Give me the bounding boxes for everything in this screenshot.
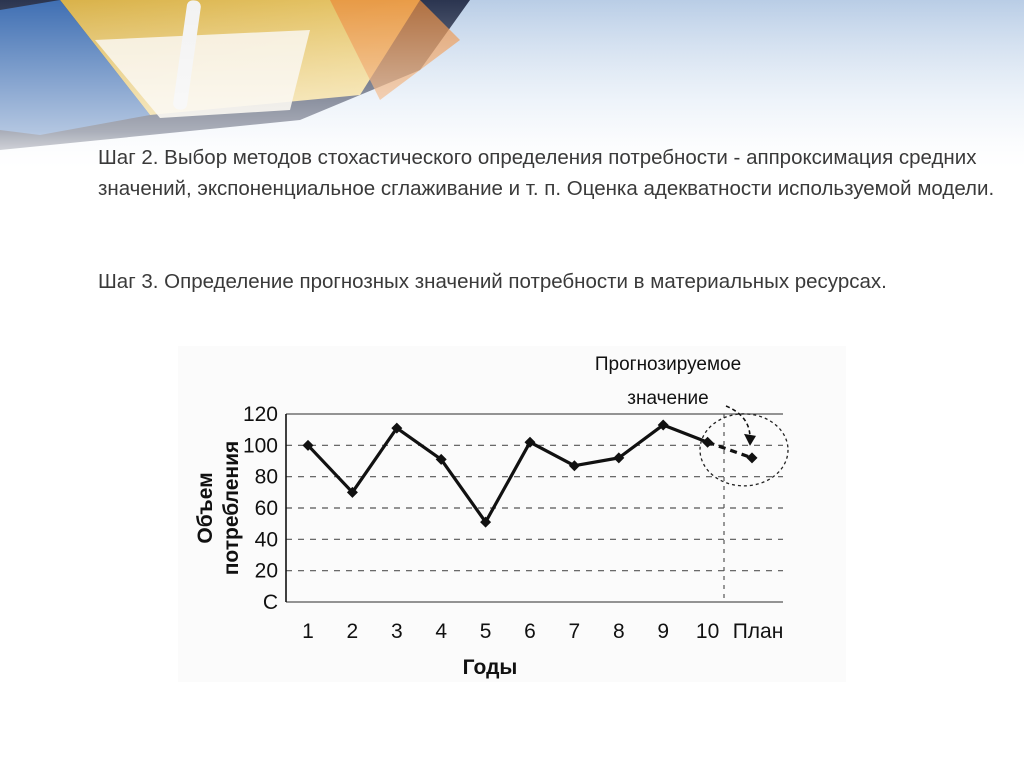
step-2-paragraph: Шаг 2. Выбор методов стохастического определения потребности - аппроксимация средних значений, экспоненциальное сглаживание и т. п. Оценка адекватности используемой модели. [98, 146, 995, 200]
data-point [569, 460, 580, 471]
y-tick-label: С [262, 591, 278, 614]
y-tick-label: 60 [254, 497, 278, 520]
x-tick-label: 2 [346, 620, 359, 643]
x-tick-label: 6 [524, 620, 536, 643]
x-tick-label: 9 [657, 620, 670, 643]
forecast-line [708, 442, 752, 458]
arrow-head [744, 434, 756, 446]
y-tick-label: 40 [254, 528, 278, 552]
y-axis-label: Объем [194, 472, 217, 544]
forecast-point [747, 452, 758, 463]
consumption-chart [178, 346, 846, 682]
x-tick-label: 1 [302, 620, 314, 643]
x-axis-label: Годы [462, 656, 518, 679]
x-tick-label: 7 [568, 620, 581, 643]
x-tick-label: 3 [390, 620, 403, 643]
annotation-label: Прогнозируемое [594, 354, 742, 375]
step-3-paragraph: Шаг 3. Определение прогнозных значений потребности в материальных ресурсах. [98, 270, 887, 293]
y-tick-label: 120 [242, 403, 278, 426]
x-tick-label: 8 [612, 620, 625, 643]
annotation-arrow [726, 406, 750, 438]
y-tick-label: 80 [254, 465, 278, 489]
data-point [702, 437, 713, 448]
x-tick-label: 10 [695, 620, 720, 643]
y-tick-label: 100 [242, 434, 278, 458]
x-tick-label: 5 [479, 620, 492, 643]
forecast-circle [700, 414, 788, 486]
x-tick-label: 4 [435, 620, 448, 643]
annotation-label: значение [627, 388, 709, 409]
y-axis-label: потребления [220, 440, 243, 576]
y-tick-label: 20 [254, 559, 278, 583]
x-tick-label: План [732, 620, 784, 643]
